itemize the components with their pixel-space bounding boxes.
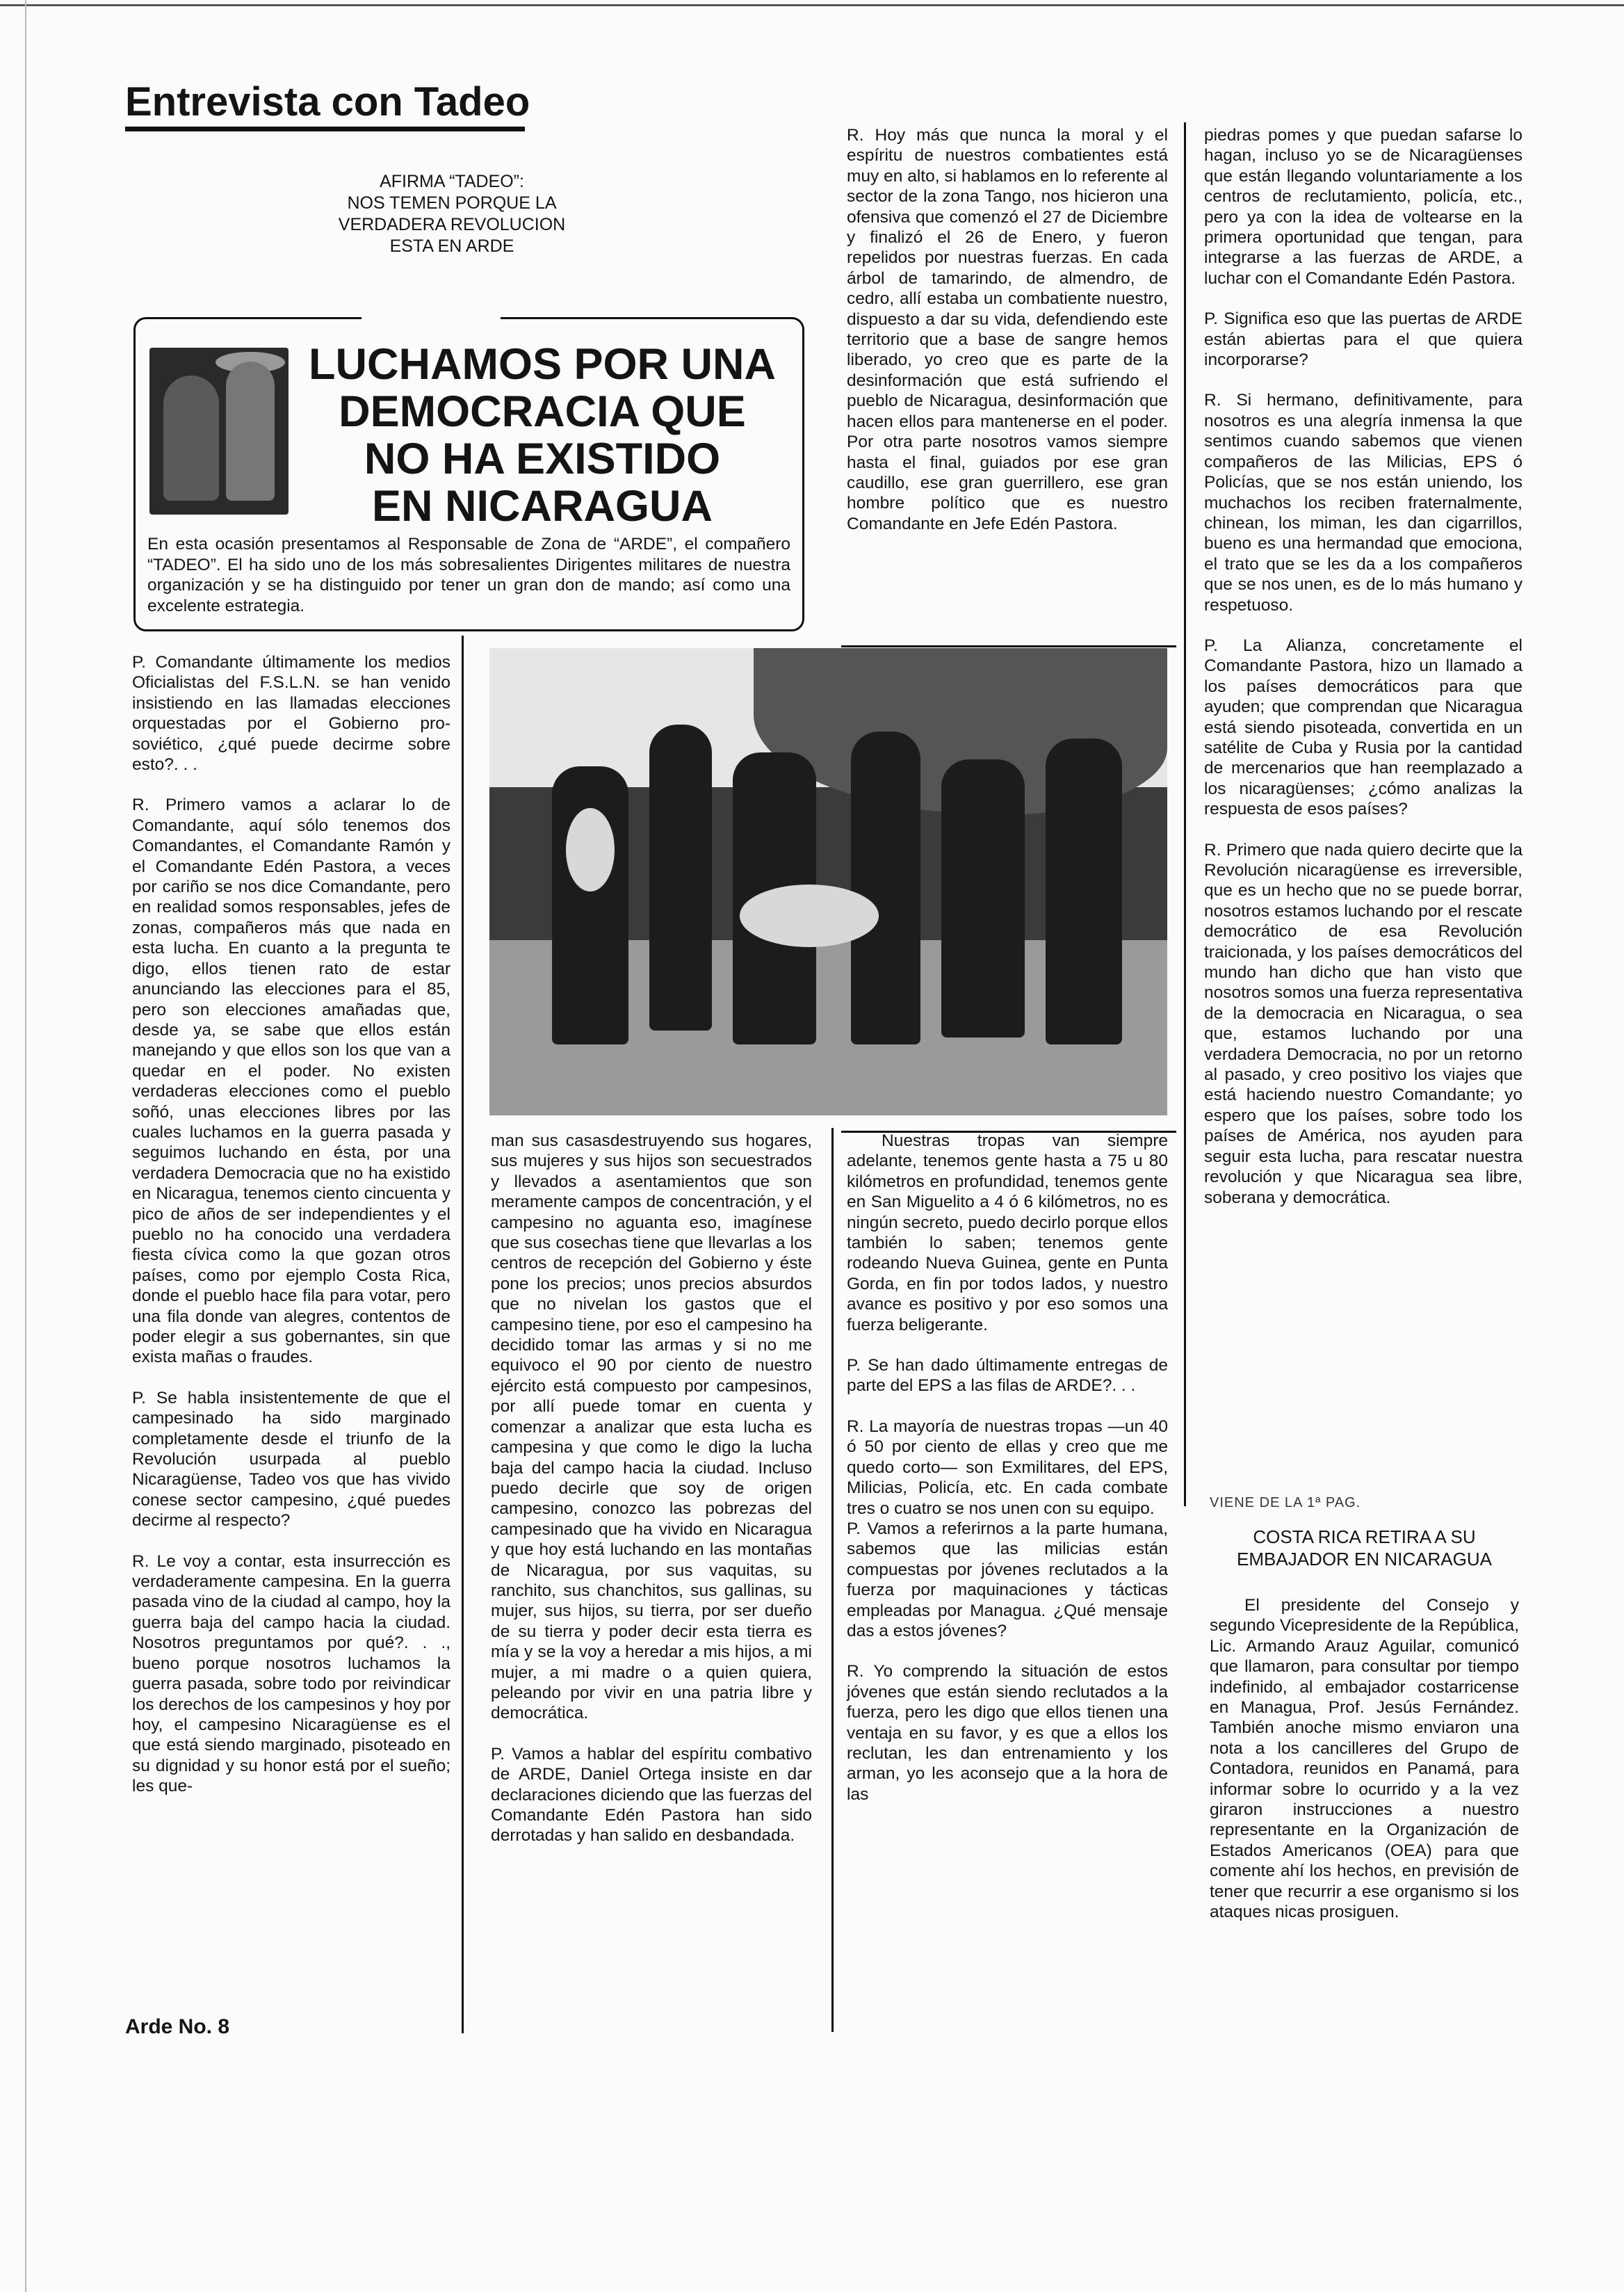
subheadline-line: NOS TEMEN PORQUE LA [347, 193, 557, 213]
sidebar-title [1210, 1526, 1519, 1570]
paragraph: P. Vamos a hablar del espíritu combativo de ARDE, Daniel Ortega insiste en dar declaraciones diciendo que las fuerzas del Comandante Edén Pastora han sido derrotadas y han salido en desbandada. [491, 1744, 812, 1846]
photo-highlight [740, 885, 879, 947]
sidebar-title-line: COSTA RICA RETIRA A SU [1253, 1526, 1476, 1547]
sidebar-title-line: EMBAJADOR EN NICARAGUA [1237, 1549, 1492, 1569]
paragraph: P. Comandante últimamente los medios Oficialistas del F.S.L.N. se han venido insistiendo en las llamadas elecciones orquestadas por el Gobierno pro-soviético, ¿qué puede decirme sobre esto?. . . [132, 653, 450, 775]
continued-from-label: VIENE DE LA 1ª PAG. [1210, 1495, 1361, 1510]
paragraph: El presidente del Consejo y segundo Vicepresidente de la República, Lic. Armando Arauz Aguilar, comunicó que llamaron, para consultar por tiempo indefinido, al embajador costarricense en Managua, Prof. Jesús Fernández. También anoche mismo enviaron una nota a los cancilleres del Grupo de Contadora, reunidos en Panamá, para informar sobre lo ocurrido y a la vez giraron instrucciones a nuestro representante en la Organización de Estados Americanos (OEA) para que comente ahí los hechos, en previsión de tener que recurrir a ese organismo si los ataques nicas prosiguen. [1210, 1596, 1519, 1922]
subheadline [320, 171, 584, 257]
column-4 [1204, 125, 1522, 1208]
paragraph: R. Le voy a contar, esta insurrección es verdaderamente campesina. En la guerra pasada vino de la ciudad al campo, hoy la guerra baja del campo hacia la ciudad. Nosotros preguntamos por qué?. . ., bueno porque nosotros luchamos la guerra pasada, sobre todo por reivindicar los derechos de los campesinos y hoy por hoy, el campesino Nicaragüense es el que está siendo marginado, pisoteado en su dignidad y su honor está por el sueño; les que- [132, 1551, 450, 1796]
paragraph: piedras pomes y que puedan safarse lo hagan, incluso yo se de Nicaragüenses que están llegando voluntariamente a los centros de reclutamiento, policía, etc., pero ya con la idea de voltearse en la primera oportunidad que tengan, para integrarse a las fuerzas de ARDE, a luchar con el Comandante Edén Pastora. [1204, 126, 1522, 288]
photo-figure [1046, 739, 1122, 1044]
paragraph: R. Si hermano, definitivamente, para nosotros es una alegría inmensa la que sentimos cuando sabemos que vienen compañeros de las Milicias, EPS ó Policías, que se nos están uniendo, los muchachos los reciben fraternalmente, chinean, los miman, les dan cigarrillos, bueno es una hermandad que emociona, el trato que se les da a los compañeros que se nos unen, es de lo más humano y respetuoso. [1204, 391, 1522, 615]
photo-figure [941, 759, 1025, 1038]
paragraph: man sus casasdestruyendo sus hogares, sus mujeres y sus hijos son secuestrados y llevados a asentamientos que son meramente campos de concentración, y el campesino no aguanta eso, imagínese que sus cosechas tiene que llevarlas a los centros de recepción del Gobierno y éste pone los precios; unos precios absurdos que no nivelan los gastos que el campesino tiene, por eso el campesino ha decidido tomar las armas y si no me equivoco el 90 por ciento de nuestro ejército está compuesto por campesinos, por allí puede tomar en cuenta y comenzar a analizar que esta lucha es campesina y que como le digo la lucha baja del campo hacia la ciudad. Incluso puedo decirle que soy de origen campesino, conozco las pobrezas del campesinado que ha vivido en Nicaragua y que hoy está luchando en las montañas de Nicaragua, por sus vaquitas, su ranchito, sus chanchitos, sus gallinas, su mujer, sus hijos, su tierra, por ser dueño de su tierra y poder decir esta tierra es mía y se la voy a heredar a mis hijos, a mi mujer, a mi madre o a quien quiera, peleando por vivir en una patria libre y democrática. [491, 1131, 812, 1723]
paragraph: P. Vamos a referirnos a la parte humana, sabemos que las milicias están compuestas por jóvenes reclutados a la fuerza por maquinaciones y tácticas empleadas por Managua. ¿Qué mensaje das a estos jóvenes? [847, 1519, 1168, 1640]
paragraph: R. Yo comprendo la situación de estos jóvenes que están siendo reclutados a la fuerza, pero les digo que ellos tienen una ventaja en su favor, y es que a ellos los reclutan, les dan entrenamiento y los arman, yo les aconsejo que a la hora de las [847, 1662, 1168, 1804]
column-2 [491, 1131, 812, 1846]
photo-highlight [566, 808, 615, 891]
headline-line: NO HA EXISTIDO [364, 435, 721, 483]
paragraph: R. Primero que nada quiero decirte que la Revolución nicaragüense es irreversible, que es un hecho que no se puede borrar, nosotros estamos luchando por el rescate democrático de esa Revolución traicionada, y los países democráticos del mundo han dicho que han visto que nosotros somos una fuerza representativa de la democracia en Nicaragua, o sea que, estamos luchando por una verdadera Democracia, no por un retorno al pasado, y creo positivo los viajes que está haciendo nuestro Comandante; yo espero que los países, sobre todo los países de América, nos ayuden para seguir esta lucha, para rescatar nuestra revolución y que Nicaragua sea libre, soberana y democrática. [1204, 840, 1522, 1207]
headline-line: DEMOCRACIA QUE [339, 387, 746, 436]
column-break-rule [841, 645, 1176, 647]
photo-figure [163, 376, 219, 501]
main-headline [292, 341, 793, 530]
page-left-edge [25, 0, 26, 2292]
section-title: Entrevista con Tadeo [125, 79, 530, 124]
photo-figure [649, 725, 712, 1031]
paragraph: P. Significa eso que las puertas de ARDE están abiertas para el que quiera incorporarse? [1204, 309, 1522, 370]
paragraph: R. La mayoría de nuestras tropas —un 40 ó 50 por ciento de ellas y creo que me quedo corto— son Exmilitares, del EPS, Milicias, Policía, etc. En cada combate tres o cuatro se nos unen con su equipo. [847, 1417, 1168, 1518]
paragraph: P. La Alianza, concretamente el Comandante Pastora, hizo un llamado a los países democráticos para que ayuden; que comprendan que Nicaragua está siendo pisoteada, convertida en un satélite de Cuba y Rusia por la cantidad de mercenarios que han reemplazado a los nicaragüenses; ¿cómo analizas la respuesta de esos países? [1204, 636, 1522, 819]
intro-paragraph: En esta ocasión presentamos al Responsable de Zona de “ARDE”, el compañero “TADEO”. El ha sido uno de los más sobresalientes Dirigentes militares de nuestra organización y se ha distinguido por tener un gran don de mando; así como una excelente estrategia. [147, 535, 790, 615]
column-1 [132, 652, 450, 1797]
soldiers-photo [489, 648, 1167, 1115]
column-rule [1184, 122, 1186, 1506]
paragraph: R. Hoy más que nunca la moral y el espíritu de nuestros combatientes está muy en alto, si hablamos en lo referente al sector de la zona Tango, nos hicieron una ofensiva que comenzó el 27 de Diciembre y finalizó el 26 de Enero, y fueron repelidos por nuestras fuerzas. En cada árbol de tamarindo, de almendro, de cedro, allí estaba un combatiente nuestro, dispuesto a dar su vida, defendiendo este territorio que a base de sangre hemos liberado, yo creo que es parte de la desinformación que está sufriendo el pueblo de Nicaragua, desinformación que hacen ellos para mantenerse en el poder. Por otra parte nosotros vamos siempre hasta el final, guiados por ese gran caudillo, ese gran guerrillero, ese gran hombre político que es nuestro Comandante en Jefe Edén Pastora. [847, 126, 1168, 533]
photo-figure [851, 732, 920, 1044]
headline-line: EN NICARAGUA [371, 482, 713, 531]
section-title-underline [125, 127, 525, 131]
subheadline-line: ESTA EN ARDE [389, 236, 514, 256]
paragraph: P. Se habla insistentemente de que el campesinado ha sido marginado completamente desde el triunfo de la Revolución usurpada al pueblo Nicaragüense, Tadeo vos que has vivido conese sector campesino, ¿qué puedes decirme al respecto? [132, 1388, 450, 1531]
column-rule [831, 1128, 834, 2032]
headline-line: LUCHAMOS POR UNA [309, 340, 776, 389]
feature-box-gap [362, 312, 501, 321]
subheadline-line: VERDADERA REVOLUCION [338, 215, 566, 234]
page-footer: Arde No. 8 [125, 2015, 230, 2038]
column-3-bottom [847, 1131, 1168, 1805]
subheadline-line: AFIRMA “TADEO”: [380, 172, 524, 191]
photo-figure [226, 362, 275, 501]
paragraph: P. Se han dado últimamente entregas de parte del EPS a las filas de ARDE?. . . [847, 1356, 1168, 1396]
portrait-photo [149, 348, 289, 515]
column-3-top [847, 125, 1168, 534]
sidebar-article [1210, 1595, 1519, 1923]
page-top-rule [0, 4, 1624, 6]
paragraph: Nuestras tropas van siempre adelante, tenemos gente hasta a 75 u 80 kilómetros en profundidad, tenemos gente en San Miguelito a 4 ó 6 kilómetros, no es ningún secreto, puedo decirlo porque ellos también lo saben; tenemos gente rodeando Nueva Guinea, gente en Punta Gorda, en fin por todos lados, y nuestro avance es positivo y por eso somos una fuerza beligerante. [847, 1131, 1168, 1334]
column-rule [462, 636, 464, 2033]
paragraph: R. Primero vamos a aclarar lo de Comandante, aquí sólo tenemos dos Comandantes, el Comandante Ramón y el Comandante Edén Pastora, a veces por cariño se nos dice Comandante, pero en realidad somos responsables, jefes de zonas, compañeros más que nada en esta lucha. En cuanto a la pregunta te digo, ellos tienen rato de estar anunciando las elecciones para el 85, pero son elecciones amañadas que, desde ya, se sabe que ellos están manejando y que ellos son los que van a quedar en el poder. No existen verdaderas elecciones como el pueblo soñó, unas elecciones libres por las cuales luchamos en la guerra pasada y seguimos luchando en ésta, por una verdadera Democracia que no ha existido en Nicaragua, tenemos ciento cincuenta y pico de años de ser independientes y el pueblo no ha conocido una verdadera fiesta cívica como la que gozan otros países, como por ejemplo Costa Rica, donde el pueblo hace fila para votar, pero una fila donde van alegres, contentos de poder elegir a sus gobernantes, sin que exista mañas o fraudes. [132, 796, 450, 1367]
